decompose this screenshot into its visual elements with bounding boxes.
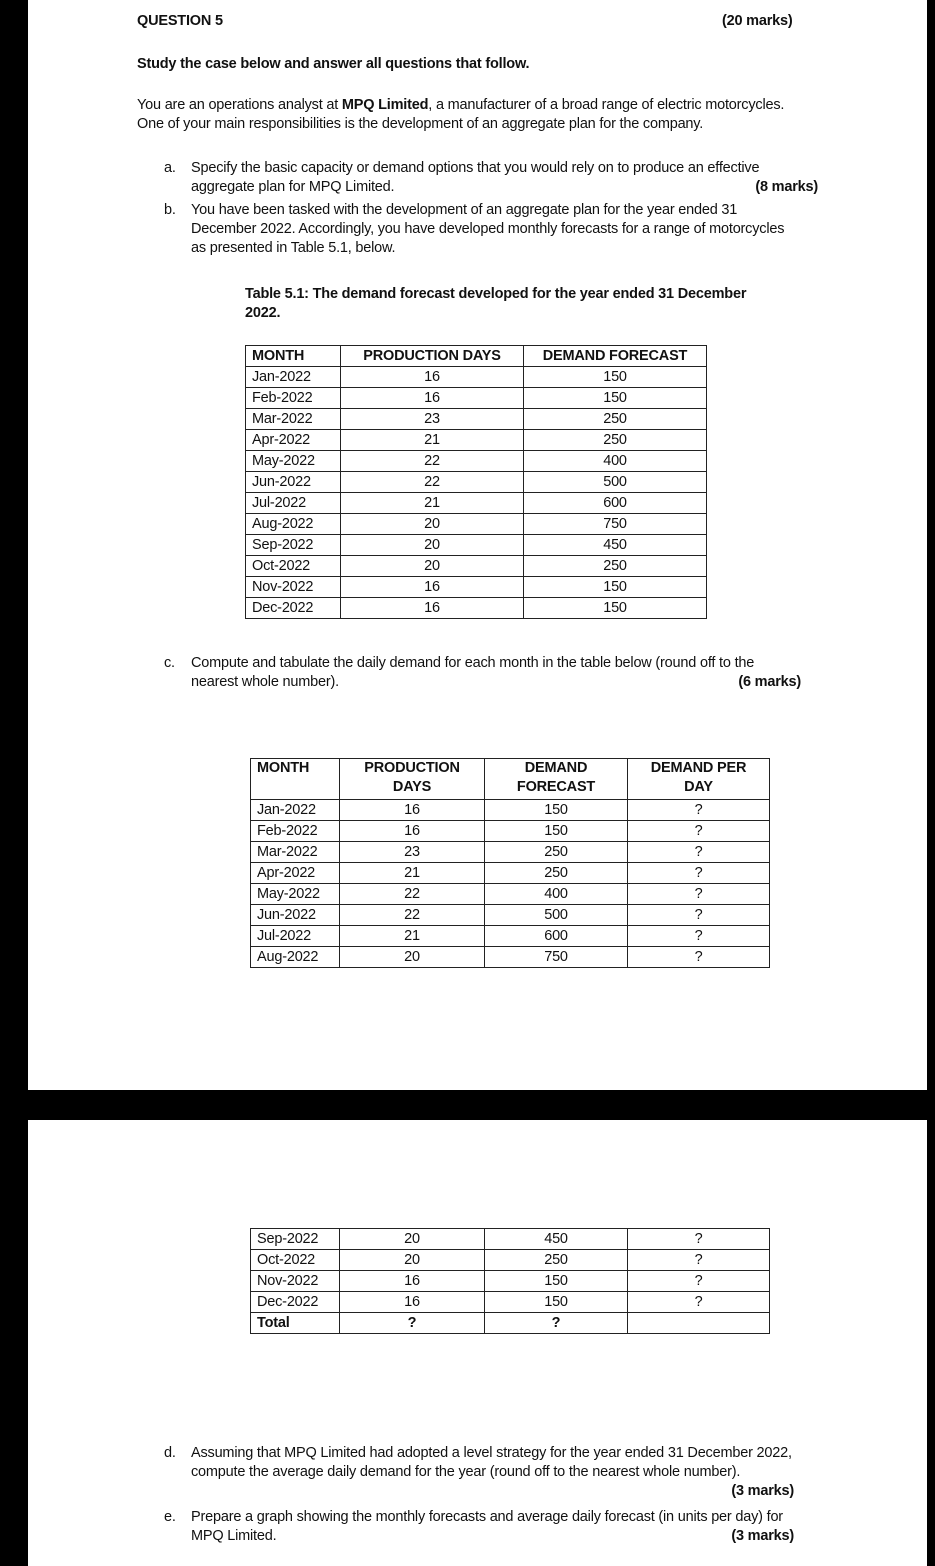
table2-cell-demand-forecast: 250 (485, 863, 628, 884)
table2-header-perday-line2: DAY (684, 779, 713, 795)
table2-cell-production-days: 20 (340, 1250, 485, 1271)
table2-row (251, 1271, 770, 1292)
item-a-letter: a. (164, 160, 176, 176)
table2-cell-demand-forecast: 500 (485, 905, 628, 926)
table1-cell-demand-forecast: 750 (524, 514, 707, 535)
table2-cell-demand-per-day: ? (628, 863, 770, 884)
table2-header-forecast-line2: FORECAST (516, 779, 596, 795)
table2-row (251, 1229, 770, 1250)
question-title: QUESTION 5 (137, 13, 223, 29)
table2-cell-month: Total (251, 1313, 340, 1334)
table1-cell-production-days: 20 (341, 556, 524, 577)
table2-cell-month: Sep-2022 (251, 1229, 340, 1250)
table2-cell-demand-forecast: 250 (485, 842, 628, 863)
table1-cell-demand-forecast: 150 (524, 367, 707, 388)
table2-row (251, 1292, 770, 1313)
item-a (164, 159, 818, 197)
table2-cell-month: Jul-2022 (251, 926, 340, 947)
table1-cell-month: Sep-2022 (246, 535, 341, 556)
table2-cell-demand-forecast: 150 (485, 1292, 628, 1313)
item-c (164, 654, 818, 692)
table1-row (246, 451, 707, 472)
table2-row (251, 842, 770, 863)
table1-cell-demand-forecast: 250 (524, 409, 707, 430)
table2-cell-month: May-2022 (251, 884, 340, 905)
table1-cell-demand-forecast: 150 (524, 388, 707, 409)
table2-cell-demand-per-day: ? (628, 905, 770, 926)
item-d-marks: (3 marks) (731, 1483, 794, 1499)
table2-cell-demand-per-day: ? (628, 1250, 770, 1271)
table2-header-row (251, 759, 770, 800)
item-e-line1: Prepare a graph showing the monthly forecasts and average daily forecast (in units per day) for (191, 1509, 783, 1525)
table1-cell-production-days: 22 (341, 451, 524, 472)
table2-cell-demand-forecast: 750 (485, 947, 628, 968)
table2-row (251, 905, 770, 926)
table1-cell-month: Aug-2022 (246, 514, 341, 535)
table2-cell-production-days: 22 (340, 884, 485, 905)
item-b-line1: You have been tasked with the development of an aggregate plan for the year ended 31 (191, 202, 738, 218)
table2-cell-production-days: 22 (340, 905, 485, 926)
table1-cell-month: Oct-2022 (246, 556, 341, 577)
table2-header-production-line2: DAYS (392, 779, 432, 795)
table2-row (251, 947, 770, 968)
table2-cell-month: Oct-2022 (251, 1250, 340, 1271)
table1-cell-production-days: 20 (341, 514, 524, 535)
item-c-line1: Compute and tabulate the daily demand for each month in the table below (round off to the (191, 655, 755, 671)
table2-cell-demand-per-day: ? (628, 926, 770, 947)
table2-cell-demand-forecast: 250 (485, 1250, 628, 1271)
daily-demand-table-part2 (250, 1228, 770, 1334)
table1-row (246, 556, 707, 577)
table1-cell-month: Jul-2022 (246, 493, 341, 514)
intro-line2: One of your main responsibilities is the development of an aggregate plan for the company. (137, 116, 704, 132)
table2-cell-demand-forecast: 400 (485, 884, 628, 905)
intro-pre: You are an operations analyst at (137, 97, 342, 113)
table2-cell-production-days: 16 (340, 1292, 485, 1313)
table2-cell-demand-forecast: 150 (485, 800, 628, 821)
table1-cell-month: Feb-2022 (246, 388, 341, 409)
table1-header-row (246, 346, 707, 367)
table1-cell-month: May-2022 (246, 451, 341, 472)
daily-demand-table-part1 (250, 758, 770, 968)
table2-cell-demand-per-day: ? (628, 1229, 770, 1250)
table2-row (251, 884, 770, 905)
item-b-line2: December 2022. Accordingly, you have developed monthly forecasts for a range of motorcycles (191, 221, 785, 237)
item-b (164, 201, 818, 258)
table2-total-row (251, 1313, 770, 1334)
table2-cell-production-days: 21 (340, 863, 485, 884)
table1-row (246, 577, 707, 598)
table2-header-forecast-line1: DEMAND (524, 760, 588, 776)
intro-paragraph (137, 96, 837, 134)
table1-row (246, 514, 707, 535)
demand-forecast-table (245, 345, 707, 619)
item-a-line2: aggregate plan for MPQ Limited. (191, 179, 395, 195)
item-e (164, 1508, 818, 1546)
item-c-letter: c. (164, 655, 175, 671)
page-2 (28, 1120, 927, 1566)
item-c-marks: (6 marks) (738, 674, 801, 690)
table1-header-production-days: PRODUCTION DAYS (341, 346, 524, 367)
table1-cell-month: Jan-2022 (246, 367, 341, 388)
table1-caption (245, 285, 805, 323)
table1-cell-production-days: 23 (341, 409, 524, 430)
table1-row (246, 430, 707, 451)
table1-cell-demand-forecast: 250 (524, 430, 707, 451)
table2-cell-month: Feb-2022 (251, 821, 340, 842)
item-c-line2: nearest whole number). (191, 674, 339, 690)
table2-cell-month: Dec-2022 (251, 1292, 340, 1313)
table2-cell-demand-per-day: ? (628, 842, 770, 863)
table2-cell-demand-per-day (628, 1313, 770, 1334)
table1-cell-month: Apr-2022 (246, 430, 341, 451)
table2-cell-month: Mar-2022 (251, 842, 340, 863)
table2-header-demand-forecast (485, 759, 628, 800)
table2-row (251, 821, 770, 842)
table1-row (246, 409, 707, 430)
table2-cell-demand-forecast: 450 (485, 1229, 628, 1250)
intro-post: , a manufacturer of a broad range of electric motorcycles. (428, 97, 785, 113)
table1-cell-month: Jun-2022 (246, 472, 341, 493)
table2-cell-production-days: 21 (340, 926, 485, 947)
table2-row (251, 1250, 770, 1271)
table1-cell-demand-forecast: 500 (524, 472, 707, 493)
table2-cell-demand-per-day: ? (628, 1271, 770, 1292)
item-d-line1: Assuming that MPQ Limited had adopted a level strategy for the year ended 31 December 2022, (191, 1445, 792, 1461)
table1-cell-production-days: 16 (341, 577, 524, 598)
item-e-letter: e. (164, 1509, 176, 1525)
table1-cell-production-days: 16 (341, 388, 524, 409)
table1-cell-production-days: 16 (341, 367, 524, 388)
table1-cell-demand-forecast: 450 (524, 535, 707, 556)
table2-cell-production-days: 16 (340, 800, 485, 821)
table2-cell-production-days: 16 (340, 1271, 485, 1292)
item-a-line1: Specify the basic capacity or demand options that you would rely on to produce an effective (191, 160, 760, 176)
table2-cell-demand-forecast: 150 (485, 821, 628, 842)
table1-cell-production-days: 16 (341, 598, 524, 619)
table2-header-production-days (340, 759, 485, 800)
question-marks: (20 marks) (722, 13, 793, 29)
table1-cell-month: Dec-2022 (246, 598, 341, 619)
table1-caption-line1: Table 5.1: The demand forecast developed for the year ended 31 December (245, 286, 747, 302)
item-d (164, 1444, 818, 1501)
table1-row (246, 388, 707, 409)
table2-row (251, 926, 770, 947)
page-1 (28, 0, 927, 1090)
table1-header-demand-forecast: DEMAND FORECAST (524, 346, 707, 367)
table2-cell-production-days: 23 (340, 842, 485, 863)
item-a-marks: (8 marks) (755, 179, 818, 195)
table1-cell-demand-forecast: 150 (524, 598, 707, 619)
table1-caption-line2: 2022. (245, 305, 281, 321)
table2-cell-demand-forecast: 600 (485, 926, 628, 947)
table2-cell-demand-per-day: ? (628, 821, 770, 842)
table1-row (246, 535, 707, 556)
table2-cell-demand-forecast: ? (485, 1313, 628, 1334)
table1-cell-production-days: 21 (341, 430, 524, 451)
table1-cell-demand-forecast: 250 (524, 556, 707, 577)
item-d-letter: d. (164, 1445, 176, 1461)
table1-row (246, 598, 707, 619)
table1-header-month: MONTH (246, 346, 341, 367)
table1-cell-production-days: 22 (341, 472, 524, 493)
table2-header-month (251, 759, 340, 800)
table2-header-demand-per-day (628, 759, 770, 800)
table2-cell-production-days: 16 (340, 821, 485, 842)
instruction: Study the case below and answer all questions that follow. (137, 56, 530, 72)
table2-row (251, 800, 770, 821)
table2-header-month-text: MONTH (257, 760, 310, 776)
table1-row (246, 493, 707, 514)
table1-cell-month: Mar-2022 (246, 409, 341, 430)
table2-header-production-line1: PRODUCTION (364, 760, 460, 776)
table2-cell-production-days: 20 (340, 947, 485, 968)
table2-header-perday-line1: DEMAND PER (650, 760, 747, 776)
table2-cell-month: Nov-2022 (251, 1271, 340, 1292)
table2-cell-demand-per-day: ? (628, 800, 770, 821)
table2-cell-month: Jan-2022 (251, 800, 340, 821)
table1-cell-production-days: 21 (341, 493, 524, 514)
item-b-line3: as presented in Table 5.1, below. (191, 240, 396, 256)
table1-cell-demand-forecast: 150 (524, 577, 707, 598)
table1-cell-demand-forecast: 600 (524, 493, 707, 514)
table2-cell-demand-forecast: 150 (485, 1271, 628, 1292)
table2-row (251, 863, 770, 884)
table2-cell-month: Jun-2022 (251, 905, 340, 926)
table1-row (246, 367, 707, 388)
item-b-letter: b. (164, 202, 176, 218)
table1-cell-demand-forecast: 400 (524, 451, 707, 472)
table2-cell-demand-per-day: ? (628, 884, 770, 905)
table1-cell-production-days: 20 (341, 535, 524, 556)
intro-company: MPQ Limited (341, 97, 429, 113)
table1-cell-month: Nov-2022 (246, 577, 341, 598)
table2-cell-demand-per-day: ? (628, 1292, 770, 1313)
table2-cell-production-days: 20 (340, 1229, 485, 1250)
item-d-line2: compute the average daily demand for the year (round off to the nearest whole number). (191, 1464, 741, 1480)
table2-cell-month: Aug-2022 (251, 947, 340, 968)
item-e-marks: (3 marks) (731, 1528, 794, 1544)
item-e-line2: MPQ Limited. (191, 1528, 277, 1544)
table1-row (246, 472, 707, 493)
table2-cell-month: Apr-2022 (251, 863, 340, 884)
table2-cell-demand-per-day: ? (628, 947, 770, 968)
table2-cell-production-days: ? (340, 1313, 485, 1334)
